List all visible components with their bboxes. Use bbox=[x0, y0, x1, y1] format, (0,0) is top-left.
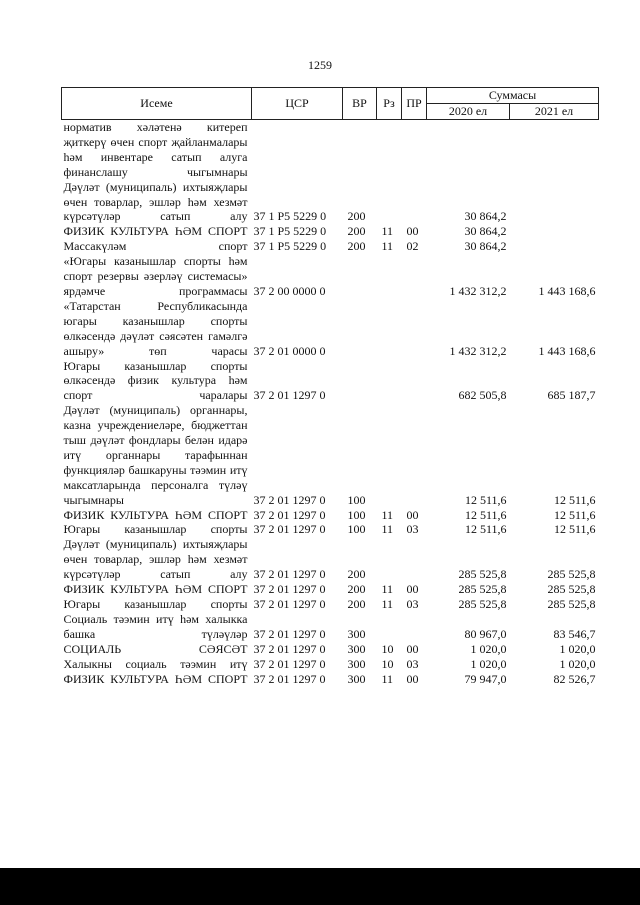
cell-name: Югары казанышлар спорты bbox=[63, 597, 248, 611]
header-pr: ПР bbox=[402, 88, 427, 120]
cell-csr bbox=[252, 120, 343, 180]
cell-vr: 200 bbox=[347, 209, 366, 224]
cell-name: «Югары казанышлар спорты һәм спорт резервы әзерләү системасы» ярдәмче программасы bbox=[63, 254, 248, 298]
cell-y2020: 30 864,2 bbox=[464, 209, 507, 224]
cell-csr: 37 2 01 1297 0 bbox=[253, 597, 326, 611]
cell-rz bbox=[377, 254, 402, 299]
cell-pr bbox=[402, 180, 427, 225]
cell-rz bbox=[377, 120, 402, 180]
cell-rz bbox=[377, 612, 402, 642]
cell-pr: 03 bbox=[406, 597, 419, 611]
cell-y2021: 82 526,7 bbox=[553, 671, 596, 686]
cell-csr: 37 1 P5 5229 0 bbox=[253, 224, 327, 239]
cell-vr: 200 bbox=[347, 582, 366, 597]
table-row bbox=[62, 672, 599, 687]
cell-y2020: 30 864,2 bbox=[464, 239, 507, 254]
cell-y2020 bbox=[427, 120, 510, 180]
header-rz: Рз bbox=[377, 88, 402, 120]
cell-y2021: 1 443 168,6 bbox=[538, 343, 596, 358]
cell-csr: 37 2 01 1297 0 bbox=[253, 671, 326, 686]
cell-y2021 bbox=[510, 239, 599, 254]
cell-name: Югары казанышлар спорты өлкәсендә физик культура һәм спорт чаралары bbox=[63, 358, 248, 403]
cell-pr: 00 bbox=[406, 224, 419, 239]
cell-pr bbox=[402, 254, 427, 299]
table-body bbox=[62, 120, 599, 687]
cell-pr bbox=[402, 120, 427, 180]
header-vr: ВР bbox=[343, 88, 377, 120]
table-row bbox=[62, 612, 599, 642]
cell-vr bbox=[343, 359, 377, 404]
cell-rz: 11 bbox=[381, 507, 394, 522]
cell-rz: 11 bbox=[381, 671, 394, 686]
cell-y2020: 79 947,0 bbox=[464, 671, 507, 686]
budget-table bbox=[61, 87, 599, 686]
cell-csr: 37 2 01 1297 0 bbox=[253, 626, 326, 641]
cell-vr: 200 bbox=[347, 567, 366, 582]
cell-name: Социаль тәэмин итү һәм халыкка башка түләүләр bbox=[63, 611, 248, 641]
cell-name: Дәүләт (муниципаль) ихтыяҗлары өчен товарлар, эшләр һәм хезмәт күрсәтүләр сатып алу bbox=[63, 179, 248, 224]
cell-name: ФИЗИК КУЛЬТУРА ҺӘМ СПОРТ bbox=[63, 507, 248, 522]
cell-name: ФИЗИК КУЛЬТУРА ҺӘМ СПОРТ bbox=[63, 582, 248, 597]
cell-vr: 200 bbox=[347, 239, 366, 254]
cell-y2020: 12 511,6 bbox=[464, 522, 507, 537]
cell-name: Халыкны социаль тәэмин итү bbox=[63, 656, 248, 671]
cell-y2020: 1 432 312,2 bbox=[449, 343, 507, 358]
cell-vr: 300 bbox=[347, 626, 366, 641]
cell-pr bbox=[402, 299, 427, 359]
cell-csr: 37 2 01 1297 0 bbox=[253, 567, 326, 582]
cell-csr: 37 2 01 1297 0 bbox=[253, 492, 326, 507]
cell-y2021 bbox=[510, 120, 599, 180]
header-2021: 2021 ел bbox=[510, 104, 599, 120]
cell-pr: 00 bbox=[406, 671, 419, 686]
cell-csr: 37 2 01 0000 0 bbox=[253, 343, 326, 358]
cell-y2021: 83 546,7 bbox=[553, 626, 596, 641]
cell-y2021: 1 020,0 bbox=[559, 641, 596, 656]
cell-y2020: 1 432 312,2 bbox=[449, 283, 507, 298]
cell-y2020: 12 511,6 bbox=[464, 492, 507, 507]
cell-y2021: 12 511,6 bbox=[553, 522, 596, 537]
cell-csr: 37 2 00 0000 0 bbox=[253, 283, 326, 298]
cell-csr: 37 2 01 1297 0 bbox=[253, 388, 326, 403]
scan-edge-bar bbox=[0, 868, 640, 905]
cell-name: СОЦИАЛЬ СӘЯСӘТ bbox=[63, 641, 248, 656]
cell-name: Югары казанышлар спорты bbox=[63, 522, 248, 537]
table-row bbox=[62, 359, 599, 404]
cell-y2020: 285 525,8 bbox=[458, 582, 507, 597]
cell-name: ФИЗИК КУЛЬТУРА ҺӘМ СПОРТ bbox=[63, 224, 248, 239]
table-row bbox=[62, 522, 599, 537]
table-row bbox=[62, 120, 599, 180]
cell-csr: 37 2 01 1297 0 bbox=[253, 507, 326, 522]
table-row bbox=[62, 403, 599, 507]
header-2020: 2020 ел bbox=[427, 104, 510, 120]
cell-csr: 37 2 01 1297 0 bbox=[253, 641, 326, 656]
cell-y2021: 685 187,7 bbox=[547, 388, 596, 403]
table-row bbox=[62, 582, 599, 597]
cell-vr: 200 bbox=[347, 224, 366, 239]
cell-vr: 100 bbox=[347, 492, 366, 507]
cell-y2020: 682 505,8 bbox=[458, 388, 507, 403]
table-row bbox=[62, 508, 599, 523]
cell-pr: 00 bbox=[406, 641, 419, 656]
cell-vr bbox=[343, 299, 377, 359]
table-row bbox=[62, 239, 599, 254]
table-row bbox=[62, 657, 599, 672]
cell-pr: 03 bbox=[406, 522, 419, 537]
cell-csr: 37 1 P5 5229 0 bbox=[253, 209, 327, 224]
cell-vr: 300 bbox=[347, 641, 366, 656]
table-row bbox=[62, 537, 599, 582]
cell-y2021 bbox=[510, 224, 599, 239]
cell-name: Дәүләт (муниципаль) ихтыяҗлары өчен товарлар, эшләр һәм хезмәт күрсәтүләр сатып алу bbox=[63, 537, 248, 582]
cell-y2020: 285 525,8 bbox=[458, 567, 507, 582]
cell-name: ФИЗИК КУЛЬТУРА ҺӘМ СПОРТ bbox=[63, 671, 248, 686]
cell-rz: 10 bbox=[381, 656, 394, 671]
cell-y2020: 12 511,6 bbox=[464, 507, 507, 522]
cell-y2021: 1 020,0 bbox=[559, 656, 596, 671]
page-number: 1259 bbox=[308, 58, 332, 72]
table-row bbox=[62, 254, 599, 299]
cell-name: «Татарстан Республикасында югары казанышлар спорты өлкәсендә дәүләт сәясәтен гамәлгә ашыру» төп чарасы bbox=[63, 298, 248, 358]
table-row bbox=[62, 224, 599, 239]
cell-vr: 300 bbox=[347, 656, 366, 671]
cell-rz: 11 bbox=[381, 224, 394, 239]
cell-rz: 11 bbox=[381, 597, 394, 611]
header-sums: Суммасы bbox=[427, 88, 599, 104]
cell-pr bbox=[402, 537, 427, 582]
cell-rz: 11 bbox=[381, 239, 394, 254]
cell-rz bbox=[377, 180, 402, 225]
cell-csr: 37 2 01 1297 0 bbox=[253, 656, 326, 671]
cell-name: Массакүләм спорт bbox=[63, 239, 248, 254]
cell-y2021: 1 443 168,6 bbox=[538, 283, 596, 298]
cell-y2020: 1 020,0 bbox=[470, 656, 507, 671]
table-row bbox=[62, 180, 599, 225]
cell-y2021: 285 525,8 bbox=[547, 597, 596, 611]
cell-y2021: 12 511,6 bbox=[553, 507, 596, 522]
cell-y2021 bbox=[510, 180, 599, 225]
header-name: Исеме bbox=[62, 88, 252, 120]
cell-y2021: 285 525,8 bbox=[547, 582, 596, 597]
cell-rz bbox=[377, 299, 402, 359]
cell-csr: 37 2 01 1297 0 bbox=[253, 582, 326, 597]
cell-pr bbox=[402, 403, 427, 507]
cell-y2021: 285 525,8 bbox=[547, 567, 596, 582]
cell-name: Дәүләт (муниципаль) органнары, казна учреждениеләре, бюджеттан тыш дәүләт фондлары белән идарә итү органнары тарафыннан функцияләр башкаруны тәэмин итү максатларында персоналга түләү чыгымнары bbox=[63, 403, 248, 507]
cell-vr: 100 bbox=[347, 522, 366, 537]
cell-y2020: 285 525,8 bbox=[458, 597, 507, 611]
cell-y2021: 12 511,6 bbox=[553, 492, 596, 507]
cell-rz: 11 bbox=[381, 582, 394, 597]
cell-pr: 03 bbox=[406, 656, 419, 671]
cell-y2020: 1 020,0 bbox=[470, 641, 507, 656]
table-row bbox=[62, 597, 599, 612]
cell-rz: 11 bbox=[381, 522, 394, 537]
cell-csr: 37 1 P5 5229 0 bbox=[253, 239, 327, 254]
cell-vr: 300 bbox=[347, 671, 366, 686]
header-csr: ЦСР bbox=[252, 88, 343, 120]
cell-pr bbox=[402, 612, 427, 642]
cell-vr bbox=[343, 120, 377, 180]
cell-vr: 100 bbox=[347, 507, 366, 522]
cell-pr bbox=[402, 359, 427, 404]
cell-y2020: 80 967,0 bbox=[464, 626, 507, 641]
cell-vr bbox=[343, 254, 377, 299]
cell-rz bbox=[377, 359, 402, 404]
cell-csr: 37 2 01 1297 0 bbox=[253, 522, 326, 537]
cell-y2020: 30 864,2 bbox=[464, 224, 507, 239]
cell-pr: 02 bbox=[406, 239, 419, 254]
table-row bbox=[62, 299, 599, 359]
table-row bbox=[62, 642, 599, 657]
cell-pr: 00 bbox=[406, 582, 419, 597]
cell-pr: 00 bbox=[406, 507, 419, 522]
cell-rz bbox=[377, 403, 402, 507]
cell-rz: 10 bbox=[381, 641, 394, 656]
cell-rz bbox=[377, 537, 402, 582]
cell-name: норматив хәләтенә китереп җиткерү өчен спорт җайланмалары һәм инвентаре сатып алуга финанслашу чыгымнары bbox=[63, 120, 248, 179]
cell-vr: 200 bbox=[347, 597, 366, 611]
